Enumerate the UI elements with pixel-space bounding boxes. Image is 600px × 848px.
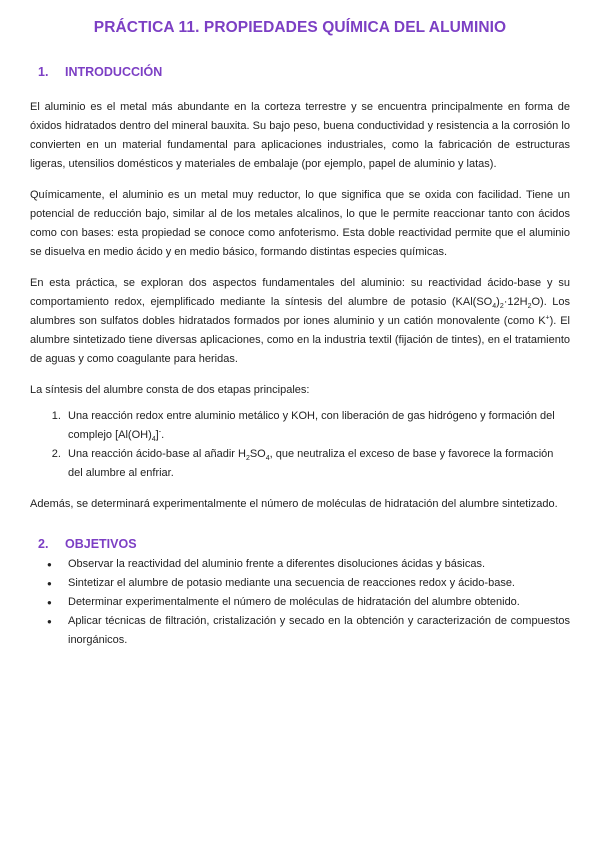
section-number: 2. <box>38 537 49 551</box>
list-item: ● Observar la reactividad del aluminio frente a diferentes disoluciones ácidas y básicas. <box>64 555 570 574</box>
objectives-list <box>30 555 570 650</box>
text-run: SO <box>249 448 266 460</box>
text-run: Una reacción redox entre aluminio metálico y KOH, con liberación de gas hidrógeno y formación del complejo [Al(OH) <box>68 410 555 441</box>
text-run: . <box>161 429 165 441</box>
subscript: 4 <box>492 303 497 311</box>
list-item <box>64 445 570 483</box>
text-run: ] <box>155 429 159 441</box>
list-item: ● Aplicar técnicas de filtración, cristalización y secado en la obtención y caracterización de compuestos inorgánicos. <box>64 612 570 650</box>
superscript: + <box>545 314 550 322</box>
list-item: ● Determinar experimentalmente el número de moléculas de hidratación del alumbre obtenido. <box>64 593 570 612</box>
page-title: PRÁCTICA 11. PROPIEDADES QUÍMICA DEL ALUMINIO <box>93 19 507 36</box>
superscript: - <box>158 428 162 436</box>
section-heading-introduccion <box>30 65 570 79</box>
section-title: INTRODUCCIÓN <box>65 65 163 79</box>
text-run: Una reacción ácido-base al añadir H <box>68 448 246 460</box>
section-number: 1. <box>38 65 49 79</box>
text-run: En esta práctica, se exploran dos aspectos fundamentales del aluminio: su reactividad ácido-base y su comportamiento redox, ejemplificado mediante la síntesis del alumbre de potasio (KAl(SO <box>30 277 570 308</box>
subscript: 2 <box>245 455 250 463</box>
text-run: O). Los alumbres son sulfatos dobles hidratados formados por iones aluminio y un catión monovalente (como K <box>30 296 570 327</box>
text-run: , que neutraliza el exceso de base y favorece la formación del alumbre al enfriar. <box>68 448 554 479</box>
intro-paragraph-1: El aluminio es el metal más abundante en la corteza terrestre y se encuentra principalmente en forma de óxidos hidratados dentro del mineral bauxita. Su bajo peso, buena conductividad y resistencia a la corrosión lo convierten en un material fundamental para aplicaciones industriales, como la fabricación de estructuras ligeras, utensilios domésticos y materiales de embalaje (por ejemplo, papel de aluminio y latas). <box>30 101 570 170</box>
text-run: ) <box>496 296 500 308</box>
synthesis-steps-list <box>30 407 570 483</box>
text-run: ). El alumbre sintetizado tiene diversas aplicaciones, como en la industria textil (fijación de tintes), en el tratamiento de aguas y como coagulante para heridas. <box>30 315 570 365</box>
subscript: 4 <box>265 455 270 463</box>
subscript: 2 <box>499 303 504 311</box>
subscript: 4 <box>151 436 156 444</box>
text-run: ·12H <box>503 296 528 308</box>
section-heading-objetivos <box>30 537 570 551</box>
intro-paragraph-4: La síntesis del alumbre consta de dos etapas principales: <box>30 384 310 396</box>
subscript: 2 <box>527 303 532 311</box>
intro-paragraph-3 <box>30 274 570 369</box>
intro-paragraph-5: Además, se determinará experimentalmente el número de moléculas de hidratación del alumbre sintetizado. <box>30 498 558 510</box>
section-title: OBJETIVOS <box>65 537 137 551</box>
list-item <box>64 407 570 445</box>
list-item: ● Sintetizar el alumbre de potasio mediante una secuencia de reacciones redox y ácido-base. <box>64 574 570 593</box>
intro-paragraph-2: Químicamente, el aluminio es un metal muy reductor, lo que significa que se oxida con facilidad. Tiene un potencial de reducción bajo, similar al de los metales alcalinos, lo que le permite reaccionar tanto con ácidos como con bases: esta propiedad se conoce como anfoterismo. Esta doble reactividad permite que el aluminio se disuelva en medio ácido y en medio básico, formando distintas especies químicas. <box>30 189 570 258</box>
